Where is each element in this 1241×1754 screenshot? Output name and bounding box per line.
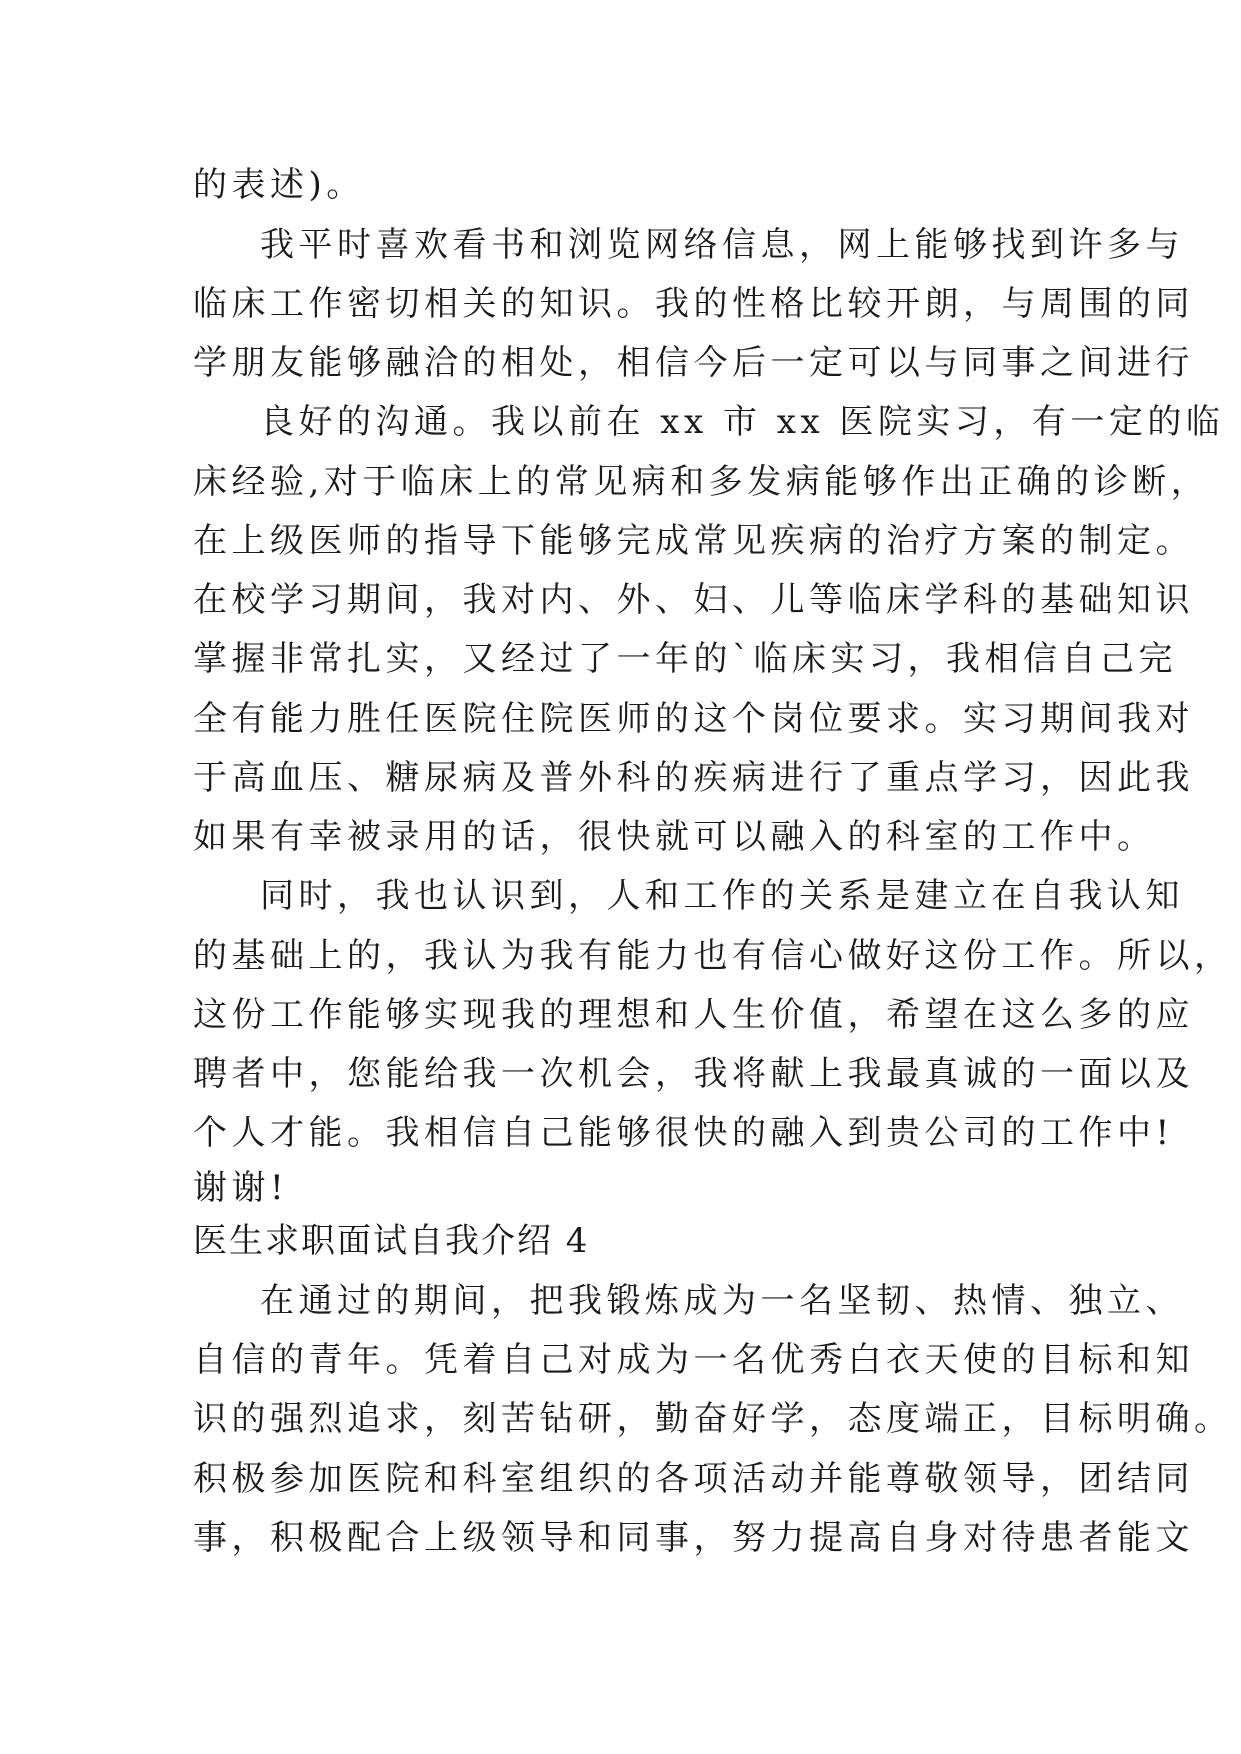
text-line: 学朋友能够融洽的相处，相信今后一定可以与同事之间进行: [193, 343, 1194, 383]
text-line: 如果有幸被录用的话，很快就可以融入的科室的工作中。: [193, 817, 1156, 857]
text-line: 床经验,对于临床上的常见病和多发病能够作出正确的诊断，: [193, 462, 1210, 502]
text-line: 这份工作能够实现我的理想和人生价值，希望在这么多的应: [193, 995, 1194, 1035]
text-line: 掌握非常扎实，又经过了一年的`临床实习，我相信自己完: [193, 639, 1177, 679]
text-line: 临床工作密切相关的知识。我的性格比较开朗，与周围的同: [193, 284, 1194, 324]
text-line: 在上级医师的指导下能够完成常见疾病的治疗方案的制定。: [193, 521, 1194, 561]
text-line: 自信的青年。凭着自己对成为一名优秀白衣天使的目标和知: [193, 1340, 1194, 1380]
text-line: 谢谢!: [193, 1168, 289, 1208]
text-line: 事，积极配合上级领导和同事，努力提高自身对待患者能文: [193, 1518, 1194, 1558]
text-line: 聘者中，您能给我一次机会，我将献上我最真诚的一面以及: [193, 1054, 1194, 1094]
text-line: 全有能力胜任医院住院医师的这个岗位要求。实习期间我对: [193, 699, 1194, 739]
paragraph-start-line: 我平时喜欢看书和浏览网络信息，网上能够找到许多与: [260, 225, 1184, 265]
paragraph-start-line: 在通过的期间，把我锻炼成为一名坚韧、热情、独立、: [260, 1281, 1184, 1321]
text-line: 识的强烈追求，刻苦钻研，勤奋好学，态度端正，目标明确。: [193, 1399, 1233, 1439]
text-line: 良好的沟通。我以前在 xx 市 xx 医院实习，有一定的临: [260, 402, 1225, 442]
section-heading: 医生求职面试自我介绍 4: [193, 1221, 590, 1261]
text-line: 在校学习期间，我对内、外、妇、儿等临床学科的基础知识: [193, 580, 1194, 620]
paragraph-start-line: 同时，我也认识到，人和工作的关系是建立在自我认知: [260, 876, 1184, 916]
text-line: 于高血压、糖尿病及普外科的疾病进行了重点学习，因此我: [193, 758, 1194, 798]
text-line: 个人才能。我相信自己能够很快的融入到贵公司的工作中!: [193, 1113, 1174, 1153]
text-line: 积极参加医院和科室组织的各项活动并能尊敬领导，团结同: [193, 1459, 1194, 1499]
text-line: 的基础上的，我认为我有能力也有信心做好这份工作。所以，: [193, 936, 1233, 976]
text-line: 的表述)。: [193, 165, 365, 205]
